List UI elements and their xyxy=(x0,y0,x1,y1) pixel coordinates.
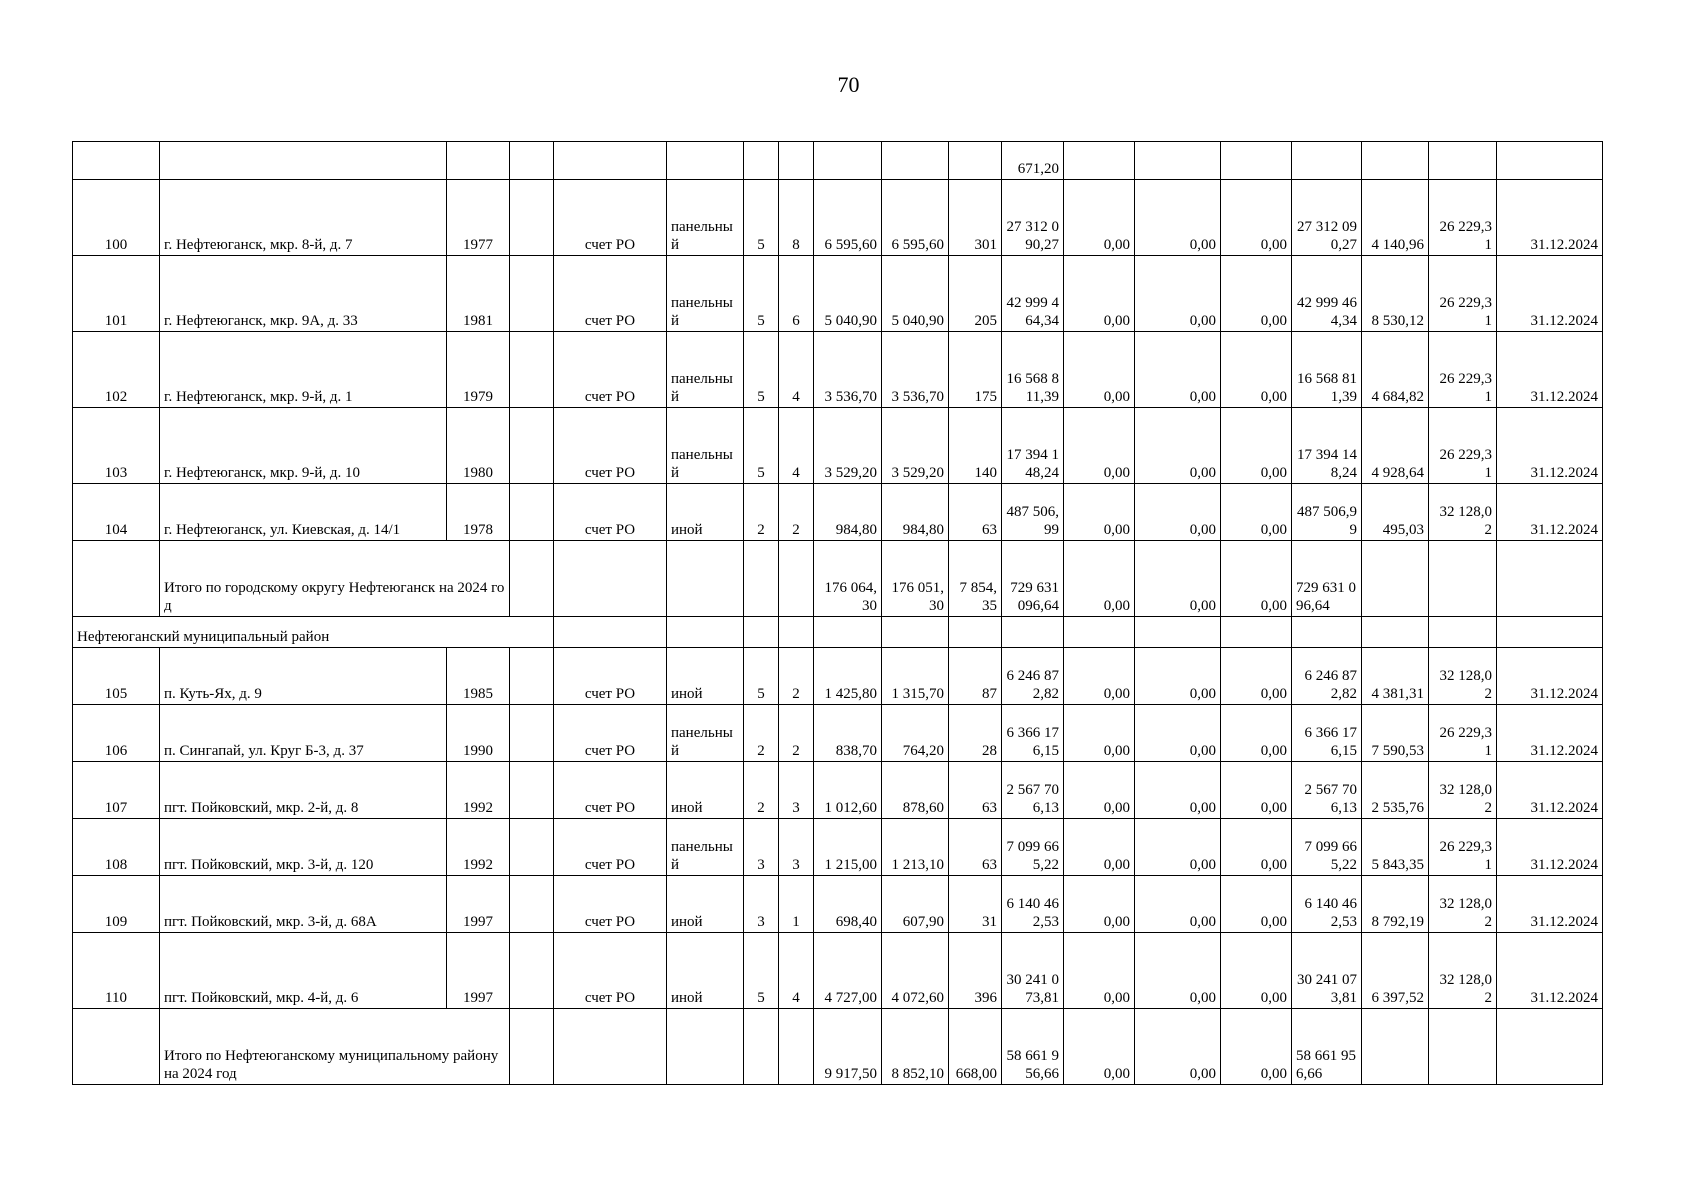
cell-total-cost: 2 567 706,13 xyxy=(1002,762,1064,819)
cell-deadline: 31.12.2024 xyxy=(1497,180,1603,256)
table-row xyxy=(73,332,1603,408)
cell-residents: 31 xyxy=(949,876,1002,933)
cell-area-living: 1 213,10 xyxy=(882,819,949,876)
cell-wall-material: иной xyxy=(667,484,744,541)
table-row xyxy=(73,876,1603,933)
cell-empty xyxy=(510,933,554,1009)
table-row xyxy=(73,705,1603,762)
cell-entrances: 2 xyxy=(779,705,814,762)
cell-empty xyxy=(510,408,554,484)
cell-empty xyxy=(1429,1009,1497,1085)
cell-limit-cost: 26 229,31 xyxy=(1429,332,1497,408)
table-total-row xyxy=(73,541,1603,617)
cell-fund-owners: 30 241 073,81 xyxy=(1292,933,1362,1009)
cell-address: г. Нефтеюганск, мкр. 9-й, д. 1 xyxy=(160,332,447,408)
cell-number: 103 xyxy=(73,408,160,484)
total-fund-owners: 58 661 956,66 xyxy=(1292,1009,1362,1085)
cell-area-living: 878,60 xyxy=(882,762,949,819)
cell-floors: 5 xyxy=(744,933,779,1009)
cell-address: г. Нефтеюганск, мкр. 9А, д. 33 xyxy=(160,256,447,332)
cell-deadline: 31.12.2024 xyxy=(1497,705,1603,762)
cell-year: 1992 xyxy=(447,762,510,819)
cell-fund-ao: 0,00 xyxy=(1135,332,1221,408)
cell-empty xyxy=(554,541,667,617)
cell-residents: 28 xyxy=(949,705,1002,762)
cell-fund-method: счет РО xyxy=(554,484,667,541)
table-row xyxy=(73,648,1603,705)
cell-fund-ao: 0,00 xyxy=(1135,484,1221,541)
cell-unit-cost: 4 140,96 xyxy=(1362,180,1429,256)
cell-address: п. Сингапай, ул. Круг Б-3, д. 37 xyxy=(160,705,447,762)
cell-fund-fkr: 0,00 xyxy=(1064,332,1135,408)
cell-fund-fkr: 0,00 xyxy=(1064,256,1135,332)
cell-empty xyxy=(744,541,779,617)
cell-deadline: 31.12.2024 xyxy=(1497,256,1603,332)
cell-year: 1997 xyxy=(447,876,510,933)
cell-empty xyxy=(1362,617,1429,648)
cell-year: 1992 xyxy=(447,819,510,876)
table-row-continuation xyxy=(73,142,1603,180)
cell-fund-ao: 0,00 xyxy=(1135,648,1221,705)
cell-fund-owners: 487 506,99 xyxy=(1292,484,1362,541)
cell-empty xyxy=(554,1009,667,1085)
cell-floors: 2 xyxy=(744,705,779,762)
cell-residents: 175 xyxy=(949,332,1002,408)
total-fund-owners: 729 631 096,64 xyxy=(1292,541,1362,617)
cell-empty xyxy=(1497,541,1603,617)
cell-deadline: 31.12.2024 xyxy=(1497,332,1603,408)
page-number: 70 xyxy=(837,72,860,97)
cell-fund-owners: 7 099 665,22 xyxy=(1292,819,1362,876)
cell-area-living: 1 315,70 xyxy=(882,648,949,705)
cell-deadline: 31.12.2024 xyxy=(1497,762,1603,819)
cell-empty xyxy=(1292,617,1362,648)
cell-empty xyxy=(814,617,882,648)
cell-fund-fkr: 0,00 xyxy=(1064,648,1135,705)
cell-fund-mo: 0,00 xyxy=(1221,705,1292,762)
cell-fund-owners: 6 366 176,15 xyxy=(1292,705,1362,762)
cell-unit-cost: 4 381,31 xyxy=(1362,648,1429,705)
cell-number: 100 xyxy=(73,180,160,256)
cell-unit-cost: 8 530,12 xyxy=(1362,256,1429,332)
cell-area-living: 984,80 xyxy=(882,484,949,541)
cell-fund-method: счет РО xyxy=(554,332,667,408)
total-fund-fkr: 0,00 xyxy=(1064,541,1135,617)
cell-empty xyxy=(744,617,779,648)
cell-residents: 63 xyxy=(949,762,1002,819)
cell-fund-method: счет РО xyxy=(554,408,667,484)
cell-address: пгт. Пойковский, мкр. 2-й, д. 8 xyxy=(160,762,447,819)
cell-residents: 205 xyxy=(949,256,1002,332)
total-cost: 729 631 096,64 xyxy=(1002,541,1064,617)
table-row xyxy=(73,819,1603,876)
total-area-total: 9 917,50 xyxy=(814,1009,882,1085)
cell-deadline: 31.12.2024 xyxy=(1497,408,1603,484)
cell-wall-material: иной xyxy=(667,876,744,933)
cell-residents: 301 xyxy=(949,180,1002,256)
cell-fund-method: счет РО xyxy=(554,876,667,933)
cell-floors: 5 xyxy=(744,256,779,332)
cell-area-total: 698,40 xyxy=(814,876,882,933)
cell-wall-material: панельный xyxy=(667,408,744,484)
cell-total-cost: 16 568 811,39 xyxy=(1002,332,1064,408)
cell-fund-mo: 0,00 xyxy=(1221,408,1292,484)
cell-number: 106 xyxy=(73,705,160,762)
cell-empty xyxy=(73,1009,160,1085)
cell-floors: 3 xyxy=(744,876,779,933)
cell-empty xyxy=(510,332,554,408)
cell-year: 1985 xyxy=(447,648,510,705)
cell-empty xyxy=(779,617,814,648)
cell-fund-owners: 6 246 872,82 xyxy=(1292,648,1362,705)
cell-floors: 3 xyxy=(744,819,779,876)
cell-number: 104 xyxy=(73,484,160,541)
table-row xyxy=(73,408,1603,484)
cell-fund-method: счет РО xyxy=(554,180,667,256)
cell-fund-fkr: 0,00 xyxy=(1064,408,1135,484)
cell-address: г. Нефтеюганск, ул. Киевская, д. 14/1 xyxy=(160,484,447,541)
cell-entrances: 4 xyxy=(779,933,814,1009)
cell-address: п. Куть-Ях, д. 9 xyxy=(160,648,447,705)
cell-entrances: 3 xyxy=(779,819,814,876)
cell-fund-method: счет РО xyxy=(554,256,667,332)
cell-area-living: 3 529,20 xyxy=(882,408,949,484)
cell-entrances: 4 xyxy=(779,408,814,484)
cell-entrances: 2 xyxy=(779,648,814,705)
cell-entrances: 6 xyxy=(779,256,814,332)
cell-unit-cost: 4 684,82 xyxy=(1362,332,1429,408)
cell-address: пгт. Пойковский, мкр. 3-й, д. 68А xyxy=(160,876,447,933)
cell-fund-ao: 0,00 xyxy=(1135,876,1221,933)
cell-wall-material: панельный xyxy=(667,332,744,408)
total-fund-mo: 0,00 xyxy=(1221,541,1292,617)
cell-address: г. Нефтеюганск, мкр. 8-й, д. 7 xyxy=(160,180,447,256)
cell-fund-ao: 0,00 xyxy=(1135,408,1221,484)
cell-entrances: 3 xyxy=(779,762,814,819)
total-fund-ao: 0,00 xyxy=(1135,1009,1221,1085)
cell-floors: 5 xyxy=(744,180,779,256)
cell-area-total: 1 012,60 xyxy=(814,762,882,819)
cell-empty xyxy=(510,1009,554,1085)
cell-empty xyxy=(554,617,667,648)
cell-empty xyxy=(510,819,554,876)
cell-limit-cost: 32 128,02 xyxy=(1429,933,1497,1009)
section-header-row xyxy=(73,617,1603,648)
cell-wall-material: иной xyxy=(667,933,744,1009)
cell-empty xyxy=(510,762,554,819)
cell-limit-cost: 32 128,02 xyxy=(1429,648,1497,705)
cell-limit-cost: 26 229,31 xyxy=(1429,180,1497,256)
cell-number: 110 xyxy=(73,933,160,1009)
cell-deadline: 31.12.2024 xyxy=(1497,933,1603,1009)
cell-fund-ao: 0,00 xyxy=(1135,705,1221,762)
cell-residents: 87 xyxy=(949,648,1002,705)
cell-residents: 396 xyxy=(949,933,1002,1009)
cell-total-cost: 6 366 176,15 xyxy=(1002,705,1064,762)
cell-empty xyxy=(1497,617,1603,648)
cell-number: 105 xyxy=(73,648,160,705)
cell-floors: 2 xyxy=(744,762,779,819)
cell-total-cost: 6 246 872,82 xyxy=(1002,648,1064,705)
cell-total-cost: 6 140 462,53 xyxy=(1002,876,1064,933)
cell-empty xyxy=(779,541,814,617)
cell-fund-method: счет РО xyxy=(554,933,667,1009)
cell-fund-owners: 16 568 811,39 xyxy=(1292,332,1362,408)
section-title: Нефтеюганский муниципальный район xyxy=(73,617,554,648)
cell-fund-ao: 0,00 xyxy=(1135,180,1221,256)
cell-entrances: 4 xyxy=(779,332,814,408)
cell-number: 102 xyxy=(73,332,160,408)
cell-limit-cost: 32 128,02 xyxy=(1429,484,1497,541)
table-total-row xyxy=(73,1009,1603,1085)
cell-total-cost: 487 506,99 xyxy=(1002,484,1064,541)
cell-limit-cost: 26 229,31 xyxy=(1429,705,1497,762)
cell-empty xyxy=(667,541,744,617)
cell-residents: 63 xyxy=(949,819,1002,876)
cell-empty xyxy=(73,541,160,617)
cell-number: 101 xyxy=(73,256,160,332)
cell-area-total: 3 529,20 xyxy=(814,408,882,484)
cell-fund-mo: 0,00 xyxy=(1221,876,1292,933)
cell-empty xyxy=(510,705,554,762)
total-area-living: 8 852,10 xyxy=(882,1009,949,1085)
cell-fund-owners: 42 999 464,34 xyxy=(1292,256,1362,332)
cell-total-cost: 27 312 090,27 xyxy=(1002,180,1064,256)
total-fund-mo: 0,00 xyxy=(1221,1009,1292,1085)
cell-address: пгт. Пойковский, мкр. 3-й, д. 120 xyxy=(160,819,447,876)
cell-area-living: 5 040,90 xyxy=(882,256,949,332)
cell-address: пгт. Пойковский, мкр. 4-й, д. 6 xyxy=(160,933,447,1009)
cell-empty xyxy=(510,876,554,933)
cell-limit-cost: 26 229,31 xyxy=(1429,819,1497,876)
cell-empty xyxy=(510,180,554,256)
cell-fund-mo: 0,00 xyxy=(1221,180,1292,256)
cell-year: 1978 xyxy=(447,484,510,541)
cell-area-total: 3 536,70 xyxy=(814,332,882,408)
cell-empty xyxy=(510,484,554,541)
cell-fund-fkr: 0,00 xyxy=(1064,180,1135,256)
cell-area-total: 984,80 xyxy=(814,484,882,541)
cell-floors: 2 xyxy=(744,484,779,541)
cell-empty xyxy=(667,1009,744,1085)
cell-fund-fkr: 0,00 xyxy=(1064,762,1135,819)
cell-deadline: 31.12.2024 xyxy=(1497,484,1603,541)
cell-fund-method: счет РО xyxy=(554,648,667,705)
cell-unit-cost: 5 843,35 xyxy=(1362,819,1429,876)
cell-number: 107 xyxy=(73,762,160,819)
cell-residents: 140 xyxy=(949,408,1002,484)
cell-total-cost: 17 394 148,24 xyxy=(1002,408,1064,484)
cell-area-total: 1 215,00 xyxy=(814,819,882,876)
cell-fund-fkr: 0,00 xyxy=(1064,819,1135,876)
cell-fund-owners: 6 140 462,53 xyxy=(1292,876,1362,933)
cell-empty xyxy=(1002,617,1064,648)
cell-empty xyxy=(510,256,554,332)
cell-fund-ao: 0,00 xyxy=(1135,256,1221,332)
cell-fund-ao: 0,00 xyxy=(1135,762,1221,819)
cell-area-total: 838,70 xyxy=(814,705,882,762)
cell-fund-owners: 17 394 148,24 xyxy=(1292,408,1362,484)
cell-empty xyxy=(667,617,744,648)
cell-area-total: 1 425,80 xyxy=(814,648,882,705)
cell-area-living: 3 536,70 xyxy=(882,332,949,408)
cell-empty xyxy=(1362,541,1429,617)
overhaul-register-table xyxy=(72,141,1603,1085)
cell-fund-mo: 0,00 xyxy=(1221,332,1292,408)
cell-limit-cost: 32 128,02 xyxy=(1429,876,1497,933)
cell-deadline: 31.12.2024 xyxy=(1497,819,1603,876)
cell-area-living: 6 595,60 xyxy=(882,180,949,256)
total-cost: 58 661 956,66 xyxy=(1002,1009,1064,1085)
cell-fund-owners: 27 312 090,27 xyxy=(1292,180,1362,256)
cell-area-living: 4 072,60 xyxy=(882,933,949,1009)
cell-year: 1979 xyxy=(447,332,510,408)
cell-unit-cost: 6 397,52 xyxy=(1362,933,1429,1009)
cell-limit-cost: 26 229,31 xyxy=(1429,256,1497,332)
total-fund-ao: 0,00 xyxy=(1135,541,1221,617)
cell-area-total: 5 040,90 xyxy=(814,256,882,332)
cell-entrances: 2 xyxy=(779,484,814,541)
cell-wall-material: панельный xyxy=(667,256,744,332)
cell-empty xyxy=(1429,541,1497,617)
cell-wall-material: панельный xyxy=(667,819,744,876)
cell-unit-cost: 495,03 xyxy=(1362,484,1429,541)
cell-area-living: 607,90 xyxy=(882,876,949,933)
cell-wall-material: иной xyxy=(667,648,744,705)
cell-year: 1981 xyxy=(447,256,510,332)
cell-fund-owners: 2 567 706,13 xyxy=(1292,762,1362,819)
cell-fund-mo: 0,00 xyxy=(1221,762,1292,819)
cell-number: 108 xyxy=(73,819,160,876)
cell-fund-fkr: 0,00 xyxy=(1064,933,1135,1009)
total-label: Итого по городскому округу Нефтеюганск на 2024 год xyxy=(160,541,510,617)
cell-floors: 5 xyxy=(744,408,779,484)
cell-fund-method: счет РО xyxy=(554,762,667,819)
cell-fund-fkr: 0,00 xyxy=(1064,705,1135,762)
cell-fund-ao: 0,00 xyxy=(1135,933,1221,1009)
table-row xyxy=(73,484,1603,541)
cell-year: 1980 xyxy=(447,408,510,484)
cell-floors: 5 xyxy=(744,648,779,705)
table-row xyxy=(73,256,1603,332)
cell-year: 1990 xyxy=(447,705,510,762)
cell-fund-method: счет РО xyxy=(554,819,667,876)
cell-wall-material: панельный xyxy=(667,180,744,256)
total-fund-fkr: 0,00 xyxy=(1064,1009,1135,1085)
cell-entrances: 1 xyxy=(779,876,814,933)
total-area-total: 176 064,30 xyxy=(814,541,882,617)
cell-entrances: 8 xyxy=(779,180,814,256)
cell-number: 109 xyxy=(73,876,160,933)
cell-empty xyxy=(949,617,1002,648)
cell-empty xyxy=(744,1009,779,1085)
cell-floors: 5 xyxy=(744,332,779,408)
cell-fund-method: счет РО xyxy=(554,705,667,762)
cell-residents: 63 xyxy=(949,484,1002,541)
cell-year: 1977 xyxy=(447,180,510,256)
cell-fund-fkr: 0,00 xyxy=(1064,484,1135,541)
cell-empty xyxy=(1221,617,1292,648)
cell-unit-cost: 2 535,76 xyxy=(1362,762,1429,819)
cell-empty xyxy=(1064,617,1135,648)
cell-wall-material: иной xyxy=(667,762,744,819)
cell-total-cost: 671,20 xyxy=(1002,142,1064,180)
total-residents: 668,00 xyxy=(949,1009,1002,1085)
cell-fund-ao: 0,00 xyxy=(1135,819,1221,876)
cell-total-cost: 7 099 665,22 xyxy=(1002,819,1064,876)
cell-fund-fkr: 0,00 xyxy=(1064,876,1135,933)
cell-empty xyxy=(510,648,554,705)
cell-unit-cost: 7 590,53 xyxy=(1362,705,1429,762)
cell-fund-mo: 0,00 xyxy=(1221,819,1292,876)
cell-fund-mo: 0,00 xyxy=(1221,933,1292,1009)
cell-empty xyxy=(1362,1009,1429,1085)
cell-area-total: 4 727,00 xyxy=(814,933,882,1009)
cell-empty xyxy=(1497,1009,1603,1085)
cell-deadline: 31.12.2024 xyxy=(1497,876,1603,933)
cell-wall-material: панельный xyxy=(667,705,744,762)
cell-empty xyxy=(1135,617,1221,648)
cell-fund-mo: 0,00 xyxy=(1221,648,1292,705)
cell-address: г. Нефтеюганск, мкр. 9-й, д. 10 xyxy=(160,408,447,484)
cell-empty xyxy=(1429,617,1497,648)
table-row xyxy=(73,180,1603,256)
cell-empty xyxy=(779,1009,814,1085)
cell-deadline: 31.12.2024 xyxy=(1497,648,1603,705)
cell-total-cost: 42 999 464,34 xyxy=(1002,256,1064,332)
cell-total-cost: 30 241 073,81 xyxy=(1002,933,1064,1009)
total-residents: 7 854,35 xyxy=(949,541,1002,617)
table-row xyxy=(73,933,1603,1009)
cell-fund-mo: 0,00 xyxy=(1221,256,1292,332)
cell-empty xyxy=(510,541,554,617)
cell-limit-cost: 26 229,31 xyxy=(1429,408,1497,484)
cell-area-living: 764,20 xyxy=(882,705,949,762)
table-body xyxy=(73,142,1603,1085)
total-label: Итого по Нефтеюганскому муниципальному району на 2024 год xyxy=(160,1009,510,1085)
cell-unit-cost: 8 792,19 xyxy=(1362,876,1429,933)
cell-empty xyxy=(882,617,949,648)
cell-area-total: 6 595,60 xyxy=(814,180,882,256)
cell-year: 1997 xyxy=(447,933,510,1009)
cell-unit-cost: 4 928,64 xyxy=(1362,408,1429,484)
cell-limit-cost: 32 128,02 xyxy=(1429,762,1497,819)
table-row xyxy=(73,762,1603,819)
total-area-living: 176 051,30 xyxy=(882,541,949,617)
cell-fund-mo: 0,00 xyxy=(1221,484,1292,541)
